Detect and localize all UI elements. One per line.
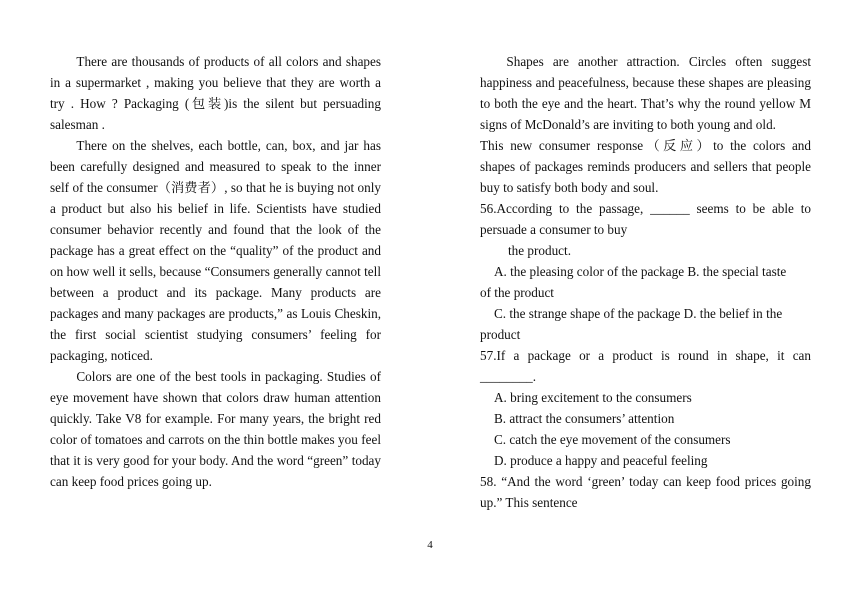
question-57-option-d: D. produce a happy and peaceful feeling (494, 453, 708, 468)
question-56-stem: 56.According to the passage, ______ seems to be able to persuade a consumer to buy (480, 201, 811, 237)
question-58 (480, 471, 811, 513)
passage-right-column (480, 51, 811, 513)
question-56-options-ab-continued: of the product (480, 285, 554, 300)
page-number: 4 (427, 539, 433, 551)
question-58-stem: 58. “And the word ‘green’ today can keep food prices going up.” This sentence (480, 474, 811, 510)
question-57 (480, 345, 811, 471)
paragraph-shelves: There on the shelves, each bottle, can, box, and jar has been carefully designed and measured to speak to the inner self of the consumer（消费者）, so that he is buying not only a product but also his belief in life. Scientists have studied consumer behavior recently and found that the look of the package has a great effect on the “quality” of the product and on how well it sells, because “Consumers generally cannot tell between a product and its package. Many products are packages and many packages are products,” as Louis Cheskin, the first social scientist studying consumers’ feeling for packaging, noticed. (50, 138, 381, 363)
question-56-options-cd: C. the strange shape of the package D. the belief in the (494, 306, 783, 321)
passage-left-column (50, 51, 381, 492)
question-57-option-a: A. bring excitement to the consumers (494, 390, 692, 405)
question-56-options-ab: A. the pleasing color of the package B. the special taste (494, 264, 787, 279)
paragraph-consumer-response: This new consumer response（反应）to the colors and shapes of packages reminds producers and sellers that people buy to satisfy both body and soul. (480, 138, 811, 195)
question-56-stem-continued: the product. (508, 243, 571, 258)
question-56-options-cd-continued: product (480, 327, 521, 342)
question-57-stem: 57.If a package or a product is round in shape, it can ________. (480, 348, 811, 384)
paragraph-shapes: Shapes are another attraction. Circles often suggest happiness and peacefulness, because these shapes are pleasing to both the eye and the heart. That’s why the round yellow M signs of McDonald’s are inviting to both young and old. (480, 54, 811, 132)
question-57-option-c: C. catch the eye movement of the consumers (494, 432, 731, 447)
paragraph-colors: Colors are one of the best tools in packaging. Studies of eye movement have shown that colors draw human attention quickly. Take V8 for example. For many years, the bright red color of tomatoes and carrots on the thin bottle makes you feel that it is very good for your body. And the word “green” today can keep food prices going up. (50, 369, 381, 489)
paragraph-packaging-intro: There are thousands of products of all colors and shapes in a supermarket , making you believe that they are worth a try . How ? Packaging (包装)is the silent but persuading salesman . (50, 54, 381, 132)
question-56 (480, 198, 811, 345)
question-57-option-b: B. attract the consumers’ attention (494, 411, 675, 426)
